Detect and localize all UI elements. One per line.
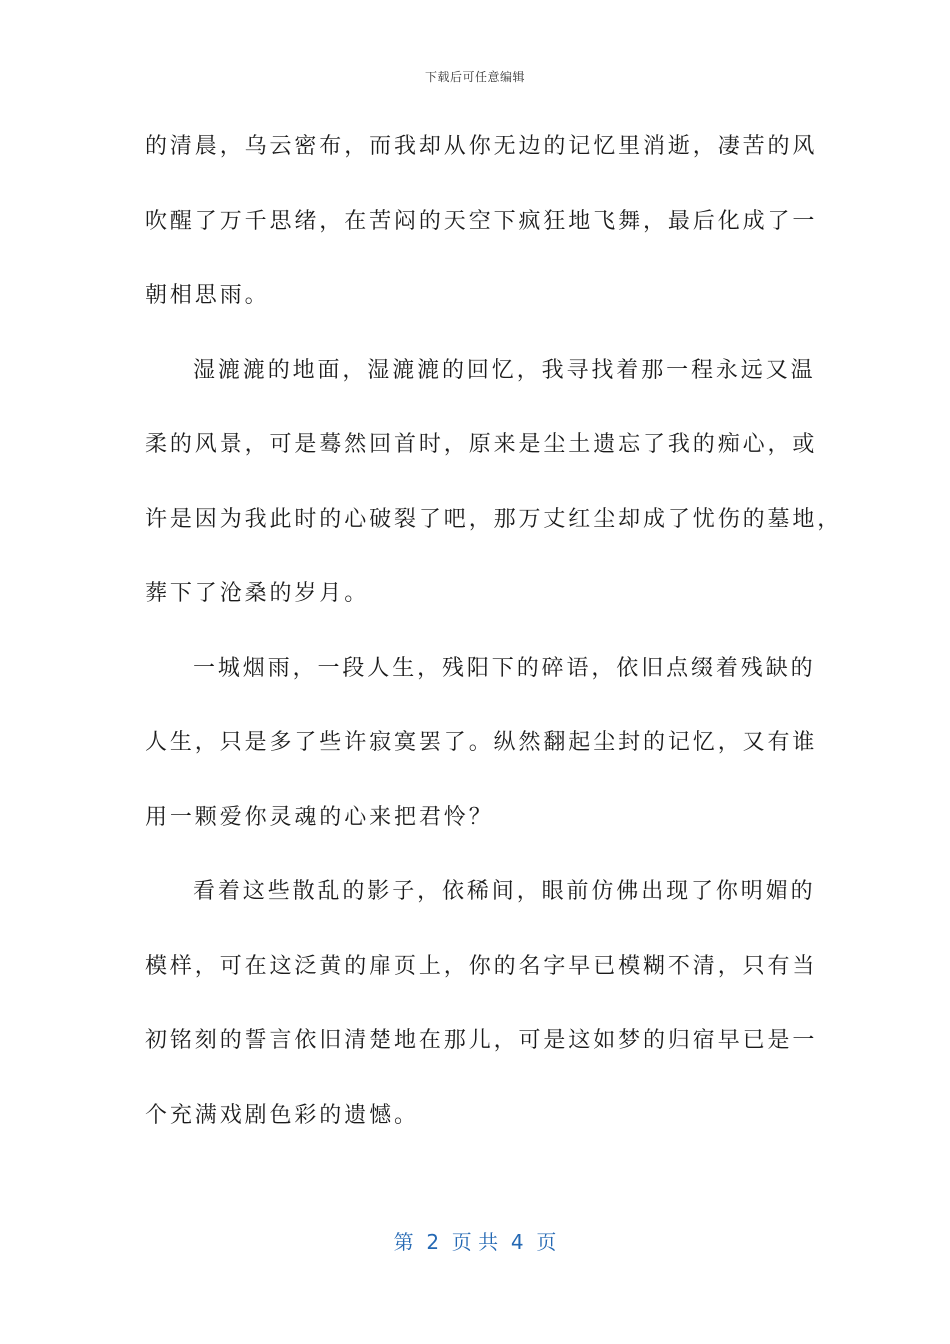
- text-line: 模样，可在这泛黄的扉页上，你的名字早已模糊不清，只有当: [145, 953, 818, 979]
- text-line: 葬下了沧桑的岁月。: [145, 581, 370, 606]
- text-line: 湿漉漉的地面，湿漉漉的回忆，我寻找着那一程永远又温: [193, 357, 816, 383]
- text-line: 人生，只是多了些许寂寞罢了。纵然翻起尘封的记忆，又有谁: [145, 730, 818, 755]
- text-line: 柔的风景，可是蓦然回首时，原来是尘土遗忘了我的痴心，或: [145, 432, 818, 457]
- text-line: 用一颗爱你灵魂的心来把君怜？: [145, 804, 494, 830]
- text-line: 个充满戏剧色彩的遗憾。: [145, 1102, 419, 1128]
- text-line: 吹醒了万千思绪，在苦闷的天空下疯狂地飞舞，最后化成了一: [145, 208, 818, 234]
- header-note: 下载后可任意编辑: [424, 70, 525, 84]
- text-line: 朝相思雨。: [145, 283, 270, 308]
- page-number-footer: 第 2 页 共 4 页: [393, 1230, 557, 1254]
- document-body: [145, 110, 843, 1153]
- text-line: 一城烟雨，一段人生，残阳下的碎语，依旧点缀着残缺的: [193, 655, 816, 681]
- text-line: 看着这些散乱的影子，依稀间，眼前仿佛出现了你明媚的: [193, 879, 816, 904]
- text-line: 许是因为我此时的心破裂了吧，那万丈红尘却成了忧伤的墓地，: [145, 506, 843, 532]
- text-line: 初铭刻的誓言依旧清楚地在那儿，可是这如梦的归宿早已是一: [145, 1028, 818, 1053]
- text-line: 的清晨，乌云密布，而我却从你无边的记忆里消逝，凄苦的风: [145, 134, 818, 159]
